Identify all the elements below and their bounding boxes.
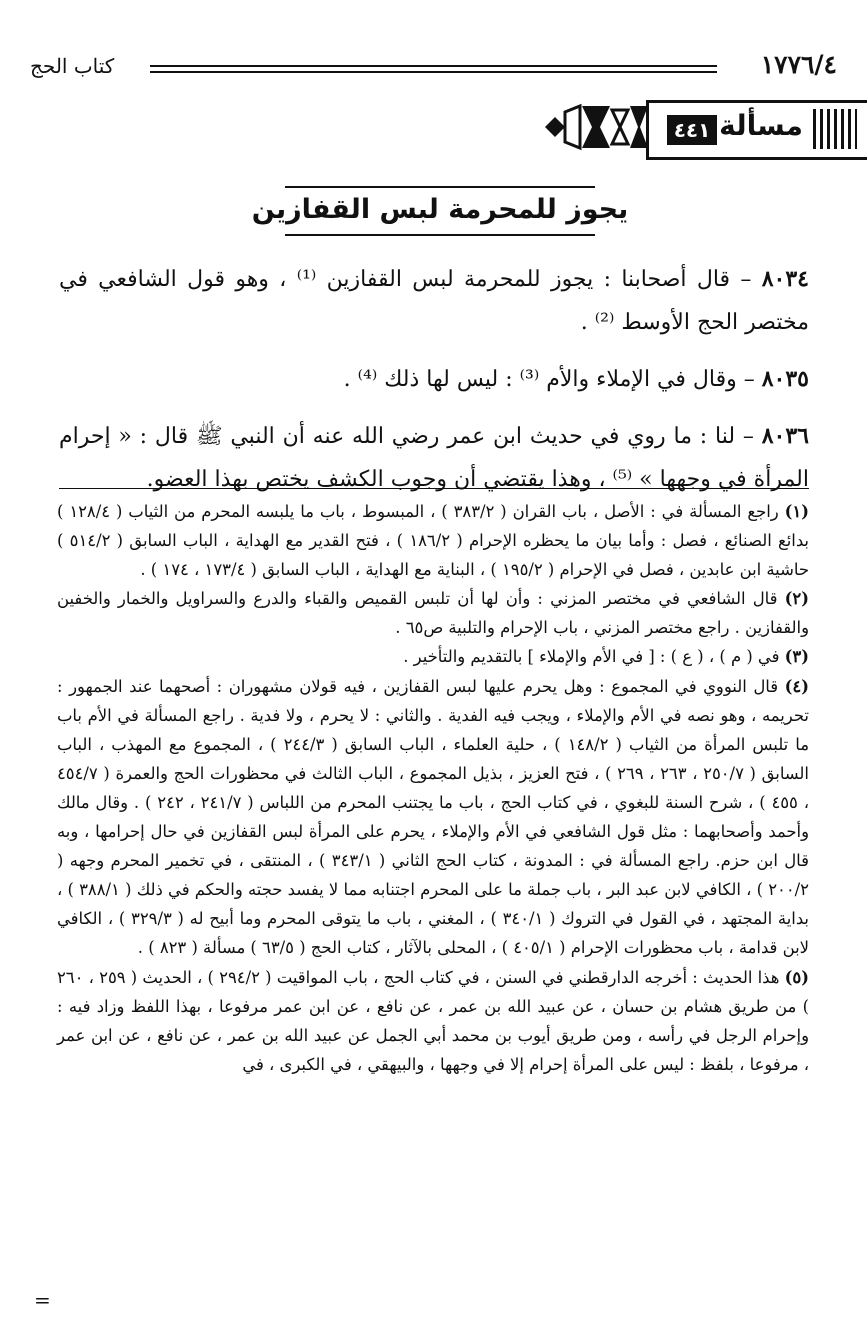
title-bottom-rule: [285, 234, 595, 236]
section-title: يجوز للمحرمة لبس القفازين: [251, 194, 629, 225]
footnote-mark: (٥): [784, 967, 809, 987]
paragraph-text: – قال أصحابنا : يجوز للمحرمة لبس القفازين ⁽¹⁾ ، وهو قول الشافعي في مختصر الحج الأوسط ⁽²⁾ .: [59, 267, 809, 335]
footnotes: [57, 497, 809, 1079]
footnote-text: في ( م ) ، ( ع ) : [ في الأم والإملاء ] بالتقديم والتأخير .: [403, 647, 780, 667]
masala-banner: [540, 98, 867, 158]
footnote-separator: [59, 488, 809, 489]
paragraph-number: ٨٠٣٥: [761, 366, 809, 392]
paragraph: [59, 358, 809, 401]
paragraph: [59, 258, 809, 344]
main-text: [59, 258, 809, 515]
footnote-text: قال النووي في المجموع : وهل يحرم عليها لبس القفازين ، فيه قولان مشهوران : أصحهما عند الجمهور : تحريمه ، وهو نصه في الأم والإملاء ، ويجب فيه الفدية . والثاني : لا يحرم ، ولا فدية . راجع المسألة في الأم باب ما تلبس المرأة من الثياب ( ١٤٨/٢ ) ، حلية العلماء ، الباب السابق ( ٢٤٤/٣ ) ، المجموع مع المهذب ، الباب السابق ( ٢٥٠/٧ ، ٢٦٣ ، ٢٦٩ ) ، فتح العزيز ، بذيل المجموع ، الباب الثالث في محظورات الحج والعمرة ( ٤٥٤/٧ ، ٤٥٥ ) ، شرح السنة للبغوي ، في كتاب الحج ، باب ما يجتنب المحرم من اللباس ( ٢٤١/٧ ، ٢٤٢ ) . وقال مالك وأحمد وأصحابهما : مثل قول الشافعي في الأم والإملاء ، يحرم على المرأة لبس القفازين في حال إحرامها ، وبه قال ابن حزم. راجع المسألة في : المدونة ، كتاب الحج الثاني ( ٣٤٣/١ ) ، المنتقى ، في تخمير المحرم وجهه ( ٢٠٠/٢ ) ، الكافي لابن عبد البر ، باب جملة ما على المحرم اجتنابه مما لا يفسد حجته والحكم في ذلك ( ٣٨٨/١ ) ، بداية المجتهد ، في القول في التروك ( ٣٤٠/١ ) ، المغني ، باب ما يتوقى المحرم وما أبيح له ( ٣٢٩/٣ ) ، الكافي لابن قدامة ، باب محظورات الإحرام ( ٤٠٥/١ ) ، المحلى بالآثار ، كتاب الحج ( ٦٣/٥ ) مسألة ( ٨٢٣ ) .: [57, 676, 810, 958]
banner-frame: [646, 100, 867, 160]
banner-label: مسألة: [719, 109, 803, 142]
book-title: كتاب الحج: [30, 54, 115, 78]
footnote-text: راجع المسألة في : الأصل ، باب القران ( ٣٨٣/٢ ) ، المبسوط ، باب ما يلبسه المحرم من الثياب ( ١٢٨/٤ ) بدائع الصنائع ، فصل : وأما بيان ما يحظره الإحرام ( ١٨٦/٢ ) ، فتح القدير مع الهداية ، الباب السابق ( ٥١٤/٢ ) حاشية ابن عابدين ، فصل في الإحرام ( ١٩٥/٢ ) ، البناية مع الهداية ، الباب السابق ( ١٧٣/٤ ، ١٧٤ ) .: [57, 502, 809, 580]
footnote: [57, 642, 809, 671]
footnote-mark: (٣): [784, 647, 809, 667]
decorative-ornament-icon: [540, 102, 650, 152]
page-reference: ١٧٧٦/٤: [760, 50, 837, 79]
running-header: [30, 50, 837, 84]
paragraph-number: ٨٠٣٦: [761, 423, 809, 449]
footnote: [57, 497, 809, 584]
footnote: [57, 672, 809, 963]
footnote-mark: (١): [784, 502, 809, 521]
header-rule: [150, 65, 717, 73]
paragraph-text: – لنا : ما روي في حديث ابن عمر رضي الله عنه أن النبي ﷺ قال : « إحرام المرأة في وجهها » ⁽⁵⁾ ، وهذا يقتضي أن وجوب الكشف يختص بهذا العضو.: [59, 424, 809, 492]
paragraph-text: – وقال في الإملاء والأم ⁽³⁾ : ليس لها ذلك ⁽⁴⁾ .: [343, 367, 755, 392]
footnote-mark: (٢): [784, 589, 809, 609]
banner-bars-ornament: [813, 109, 857, 149]
title-top-rule: [285, 186, 595, 188]
footnote-mark: (٤): [784, 676, 809, 696]
footnote: [57, 584, 809, 642]
footnote-text: قال الشافعي في مختصر المزني : وأن لها أن تلبس القميص والقباء والدرع والسراويل والخمار والخفين والقفازين . راجع مختصر المزني ، باب الإحرام والتلبية ص٦٥ .: [57, 589, 809, 638]
continuation-mark: =: [34, 1288, 51, 1312]
paragraph-number: ٨٠٣٤: [761, 266, 809, 292]
banner-number: ٤٤١: [667, 115, 717, 145]
footnote: [57, 963, 809, 1079]
footnote-text: هذا الحديث : أخرجه الدارقطني في السنن ، في كتاب الحج ، باب المواقيت ( ٢٩٤/٢ ) ، الحديث ( ٢٥٩ ، ٢٦٠ ) من طريق هشام بن حسان ، عن عبيد الله بن عمر ، عن نافع ، عن ابن عمر مرفوعا ، بهذا اللفظ وزاد فيه : وإحرام الرجل في رأسه ، ومن طريق أيوب بن محمد أبي الجمل عن عبيد الله بن عمر ، عن نافع ، عن ابن عمر ، مرفوعا ، بلفظ : ليس على المرأة إحرام إلا في وجهها ، والبيهقي ، في الكبرى ، في: [57, 967, 809, 1074]
